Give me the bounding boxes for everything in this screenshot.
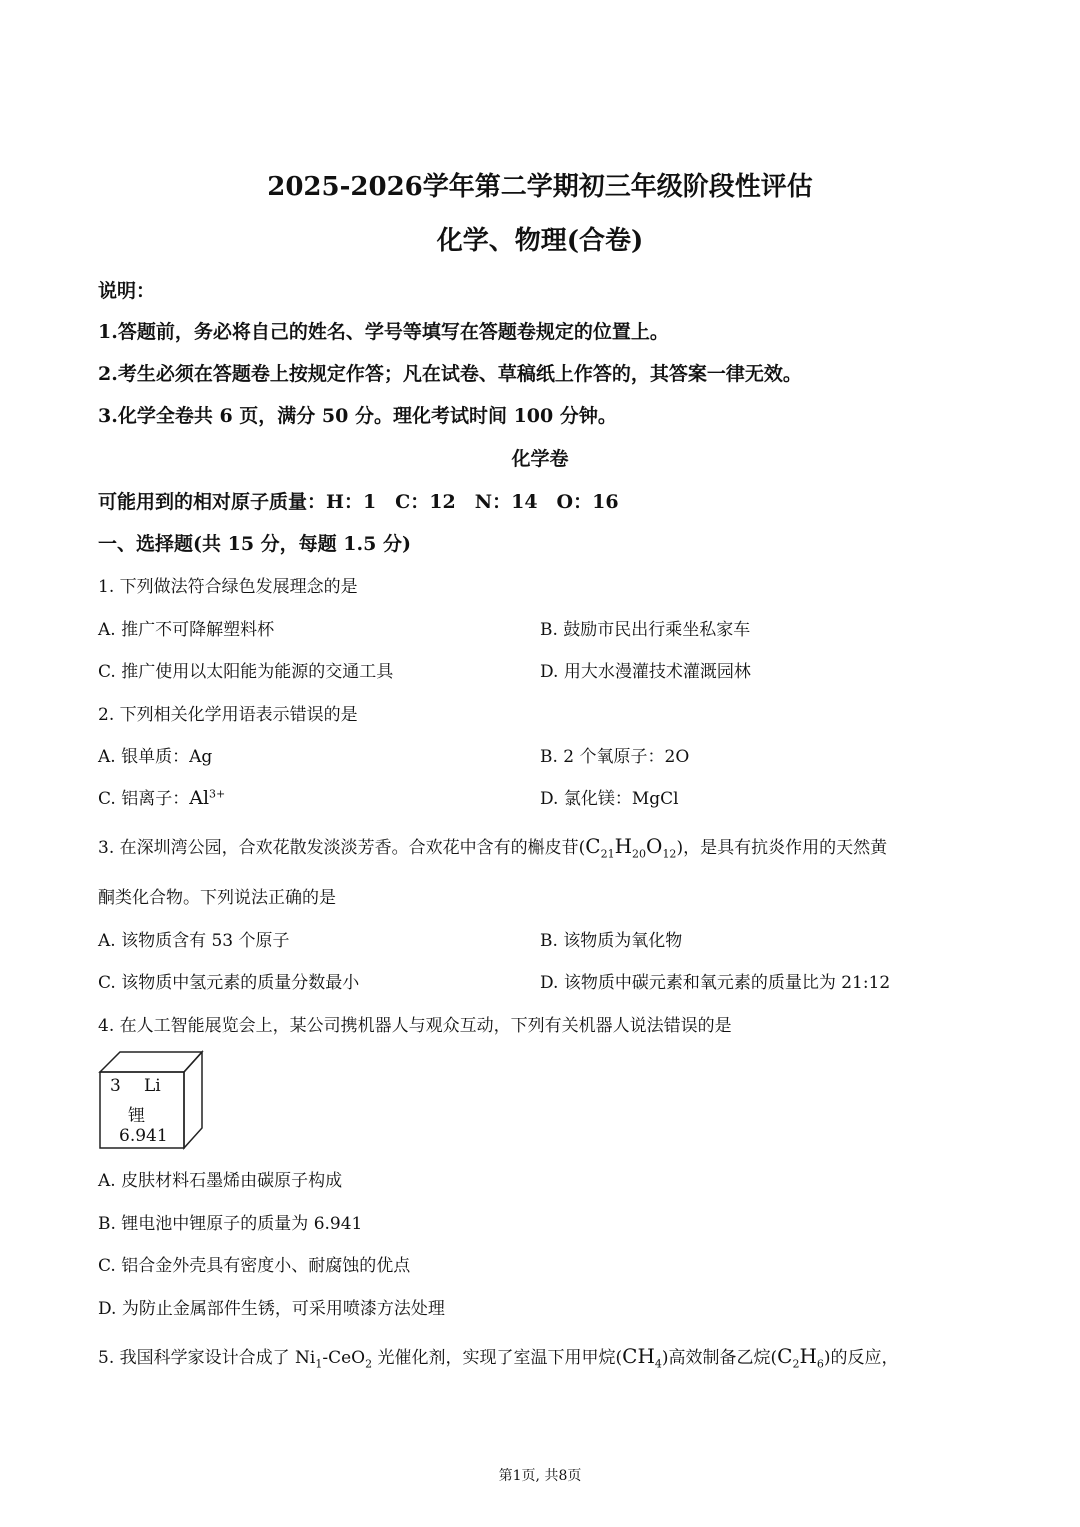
formula-o: O (646, 834, 663, 858)
element-name: 锂 (128, 1106, 145, 1126)
subscript: 6 (816, 1357, 824, 1371)
subscript: 2 (792, 1357, 800, 1371)
formula-h: H (799, 1344, 817, 1368)
question-stem: 2. 下列相关化学用语表示错误的是 (98, 705, 358, 725)
option-a: A. 该物质含有 53 个原子 (98, 931, 290, 951)
option-b: B. 锂电池中锂原子的质量为 6.941 (98, 1214, 363, 1234)
question-stem (98, 833, 887, 860)
chemical-formula: Al (189, 787, 210, 809)
formula-c: C (777, 1344, 793, 1368)
stem-text: 光催化剂，实现了室温下用甲烷( (372, 1348, 623, 1368)
subscript: 4 (654, 1357, 662, 1371)
option-a: A. 推广不可降解塑料杯 (98, 620, 275, 640)
option-c (98, 784, 225, 809)
option-d: D. 为防止金属部件生锈，可采用喷漆方法处理 (98, 1299, 445, 1319)
question-stem-continued: 酮类化合物。下列说法正确的是 (98, 888, 336, 908)
subscript: 1 (315, 1357, 323, 1371)
formula-h: H (614, 834, 633, 858)
instructions-heading: 说明： (98, 280, 156, 302)
subscript: 21 (600, 847, 615, 861)
stem-text: )的反应， (823, 1348, 899, 1368)
atomic-number: 3 (110, 1076, 121, 1096)
stem-text: 5. 我国科学家设计合成了 Ni (98, 1348, 316, 1368)
option-a: A. 银单质：Ag (98, 747, 213, 767)
subscript: 20 (632, 847, 647, 861)
option-c: C. 铝合金外壳具有密度小、耐腐蚀的优点 (98, 1256, 411, 1276)
periodic-element-card (96, 1050, 206, 1150)
option-d: D. 氯化镁：MgCl (540, 789, 679, 809)
instruction-item: 2.考生必须在答题卷上按规定作答；凡在试卷、草稿纸上作答的，其答案一律无效。 (98, 363, 802, 385)
option-d: D. 用大水漫灌技术灌溉园林 (540, 662, 751, 682)
part-one-heading: 一、选择题(共 15 分，每题 1.5 分) (98, 533, 411, 555)
option-a: A. 皮肤材料石墨烯由碳原子构成 (98, 1171, 343, 1191)
stem-text: )高效制备乙烷( (661, 1348, 778, 1368)
question-stem: 1. 下列做法符合绿色发展理念的是 (98, 577, 358, 597)
question-stem: 4. 在人工智能展览会上，某公司携机器人与观众互动，下列有关机器人说法错误的是 (98, 1016, 732, 1036)
formula-ch: CH (622, 1344, 655, 1368)
option-c: C. 推广使用以太阳能为能源的交通工具 (98, 662, 394, 682)
page-number: 第1页, 共8页 (498, 1468, 582, 1484)
ion-charge: 3+ (209, 787, 226, 801)
exam-subtitle: 化学、物理(合卷) (436, 226, 644, 256)
element-symbol: Li (144, 1076, 161, 1096)
atomic-masses: 可能用到的相对原子质量：H：1 C：12 N：14 O：16 (98, 491, 619, 513)
instruction-item: 1.答题前，务必将自己的姓名、学号等填写在答题卷规定的位置上。 (98, 321, 669, 343)
option-c: C. 该物质中氢元素的质量分数最小 (98, 973, 360, 993)
formula-c: C (585, 834, 601, 858)
stem-text: -CeO (322, 1348, 366, 1368)
option-b: B. 该物质为氧化物 (540, 931, 683, 951)
stem-text: 3. 在深圳湾公园，合欢花散发淡淡芳香。合欢花中含有的槲皮苷( (98, 838, 586, 858)
exam-title: 2025-2026学年第二学期初三年级阶段性评估 (267, 172, 813, 202)
option-b: B. 鼓励市民出行乘坐私家车 (540, 620, 751, 640)
atomic-mass: 6.941 (119, 1126, 168, 1146)
subscript: 12 (662, 847, 677, 861)
subscript: 2 (365, 1357, 373, 1371)
stem-text: )，是具有抗炎作用的天然黄 (676, 838, 888, 858)
instruction-item: 3.化学全卷共 6 页，满分 50 分。理化考试时间 100 分钟。 (98, 405, 617, 427)
option-d: D. 该物质中碳元素和氧元素的质量比为 21:12 (540, 973, 891, 993)
question-stem (98, 1343, 899, 1370)
option-b: B. 2 个氧原子：2O (540, 747, 690, 767)
paper-title: 化学卷 (511, 448, 569, 470)
option-label: C. 铝离子： (98, 789, 190, 809)
